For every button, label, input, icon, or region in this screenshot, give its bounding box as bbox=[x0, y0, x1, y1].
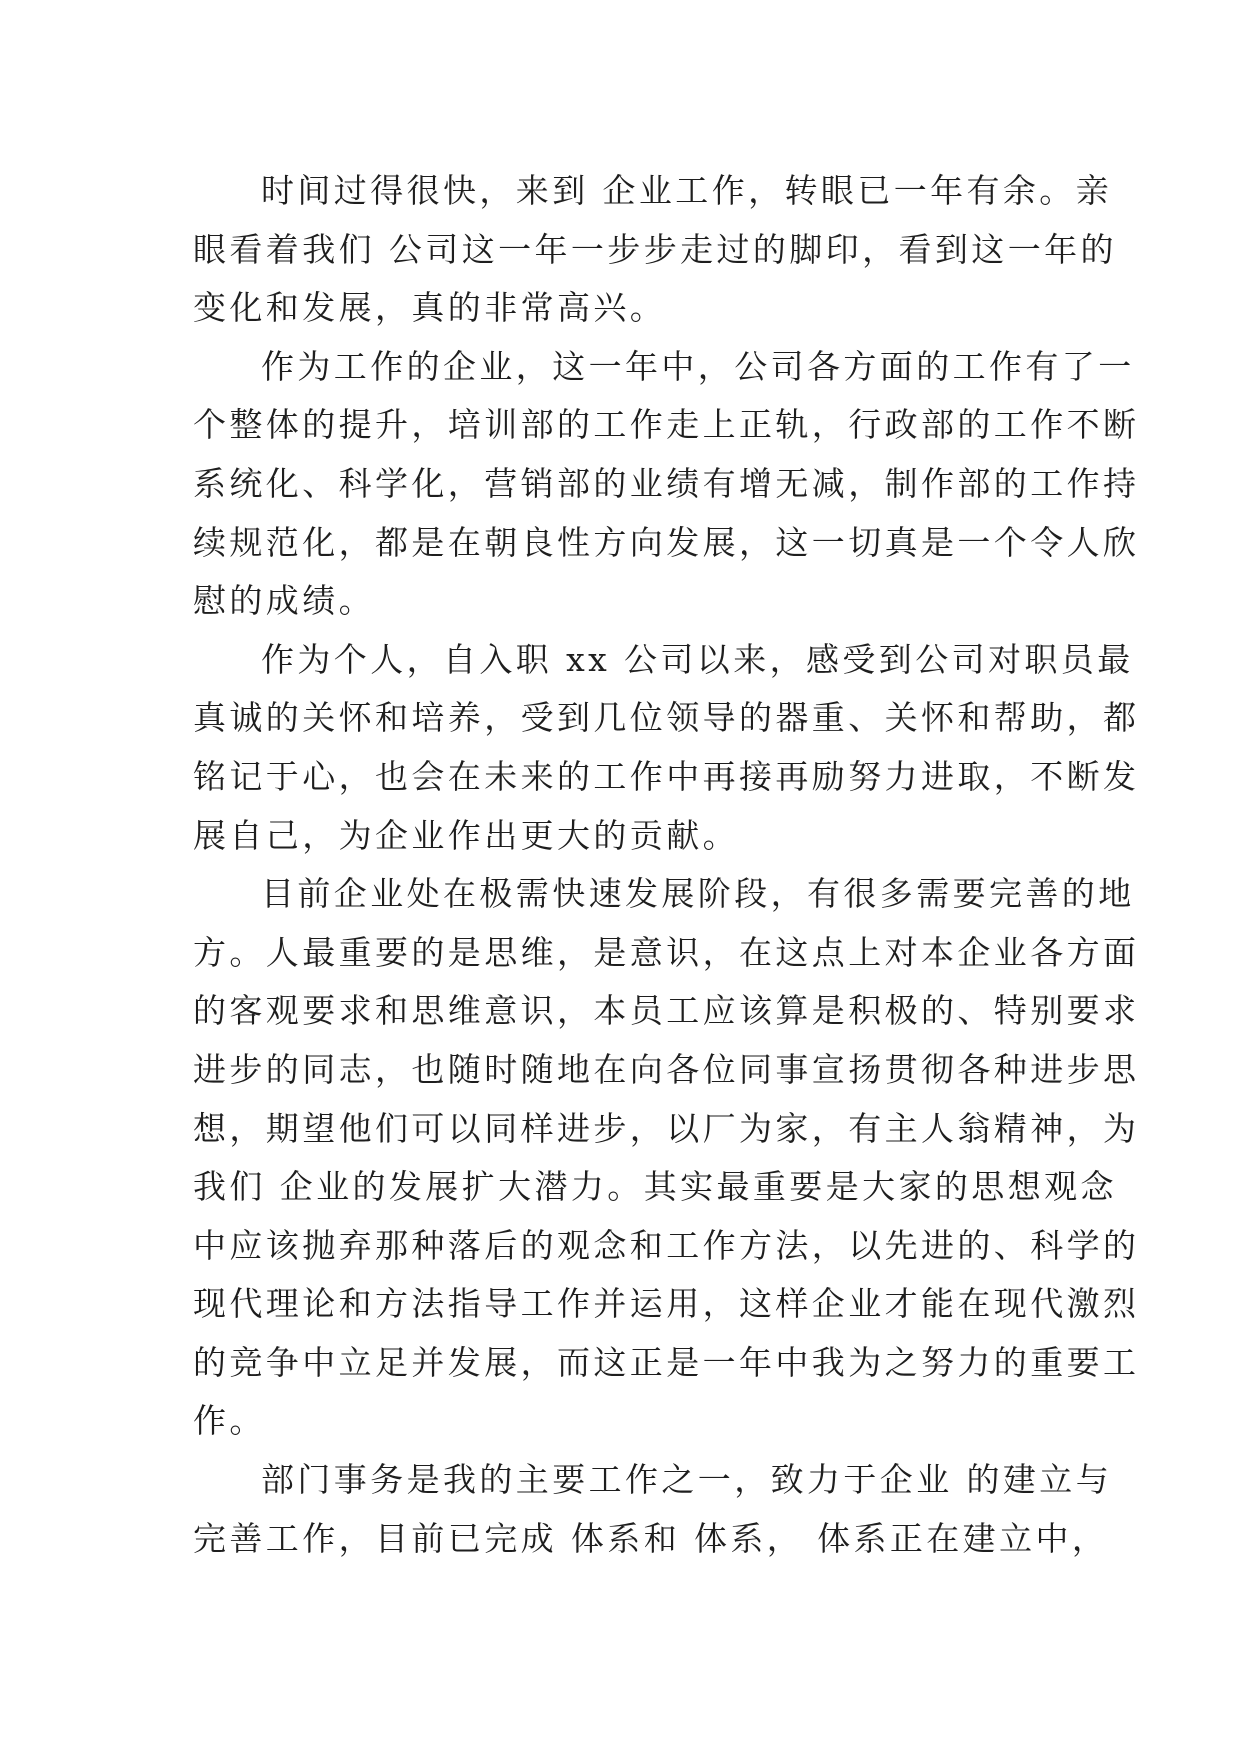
text-line: 现代理论和方法指导工作并运用，这样企业才能在现代激烈 bbox=[193, 1284, 1140, 1324]
text-line: 完善工作，目前已完成 体系和 体系， 体系正在建立中， bbox=[193, 1518, 1109, 1558]
paragraph-4 bbox=[193, 865, 1140, 1451]
text-line: 的客观要求和思维意识，本员工应该算是积极的、特别要求 bbox=[193, 991, 1140, 1031]
paragraph-5 bbox=[193, 1451, 1113, 1568]
text-line: 真诚的关怀和培养，受到几位领导的器重、关怀和帮助，都 bbox=[193, 698, 1140, 738]
text-line: 我们 企业的发展扩大潜力。其实最重要是大家的思想观念 bbox=[193, 1167, 1117, 1207]
text-line: 铭记于心，也会在未来的工作中再接再励努力进取，不断发 bbox=[193, 756, 1140, 796]
text-line: 方。人最重要的是思维，是意识，在这点上对本企业各方面 bbox=[193, 932, 1140, 972]
text-line: 系统化、科学化，营销部的业绩有增无减，制作部的工作持 bbox=[193, 463, 1140, 503]
text-line: 进步的同志，也随时随地在向各位同事宣扬贯彻各种进步思 bbox=[193, 1049, 1140, 1089]
paragraph-1 bbox=[193, 162, 1117, 338]
text-line: 眼看着我们 公司这一年一步步走过的脚印，看到这一年的 bbox=[193, 229, 1117, 269]
text-line: 展自己，为企业作出更大的贡献。 bbox=[193, 815, 739, 855]
text-line: 想，期望他们可以同样进步，以厂为家，有主人翁精神，为 bbox=[193, 1108, 1140, 1148]
text-line: 慰的成绩。 bbox=[193, 581, 375, 621]
text-line: 变化和发展，真的非常高兴。 bbox=[193, 288, 667, 328]
paragraph-3 bbox=[193, 631, 1140, 865]
text-line: 的竞争中立足并发展，而这正是一年中我为之努力的重要工 bbox=[193, 1342, 1140, 1382]
text-line: 部门事务是我的主要工作之一，致力于企业 的建立与 bbox=[261, 1460, 1113, 1500]
text-line: 目前企业处在极需快速发展阶段，有很多需要完善的地 bbox=[261, 874, 1135, 914]
text-line: 中应该抛弃那种落后的观念和工作方法，以先进的、科学的 bbox=[193, 1225, 1140, 1265]
text-line: 作。 bbox=[193, 1401, 266, 1441]
text-line: 作为工作的企业，这一年中，公司各方面的工作有了一 bbox=[261, 346, 1135, 386]
text-line: 个整体的提升，培训部的工作走上正轨，行政部的工作不断 bbox=[193, 405, 1140, 445]
paragraph-2 bbox=[193, 338, 1140, 631]
text-line: 作为个人，自入职 xx 公司以来，感受到公司对职员最 bbox=[261, 639, 1134, 679]
text-line: 续规范化，都是在朝良性方向发展，这一切真是一个令人欣 bbox=[193, 522, 1140, 562]
document-body bbox=[193, 162, 1140, 1568]
text-line: 时间过得很快，来到 企业工作，转眼已一年有余。亲 bbox=[261, 171, 1113, 210]
